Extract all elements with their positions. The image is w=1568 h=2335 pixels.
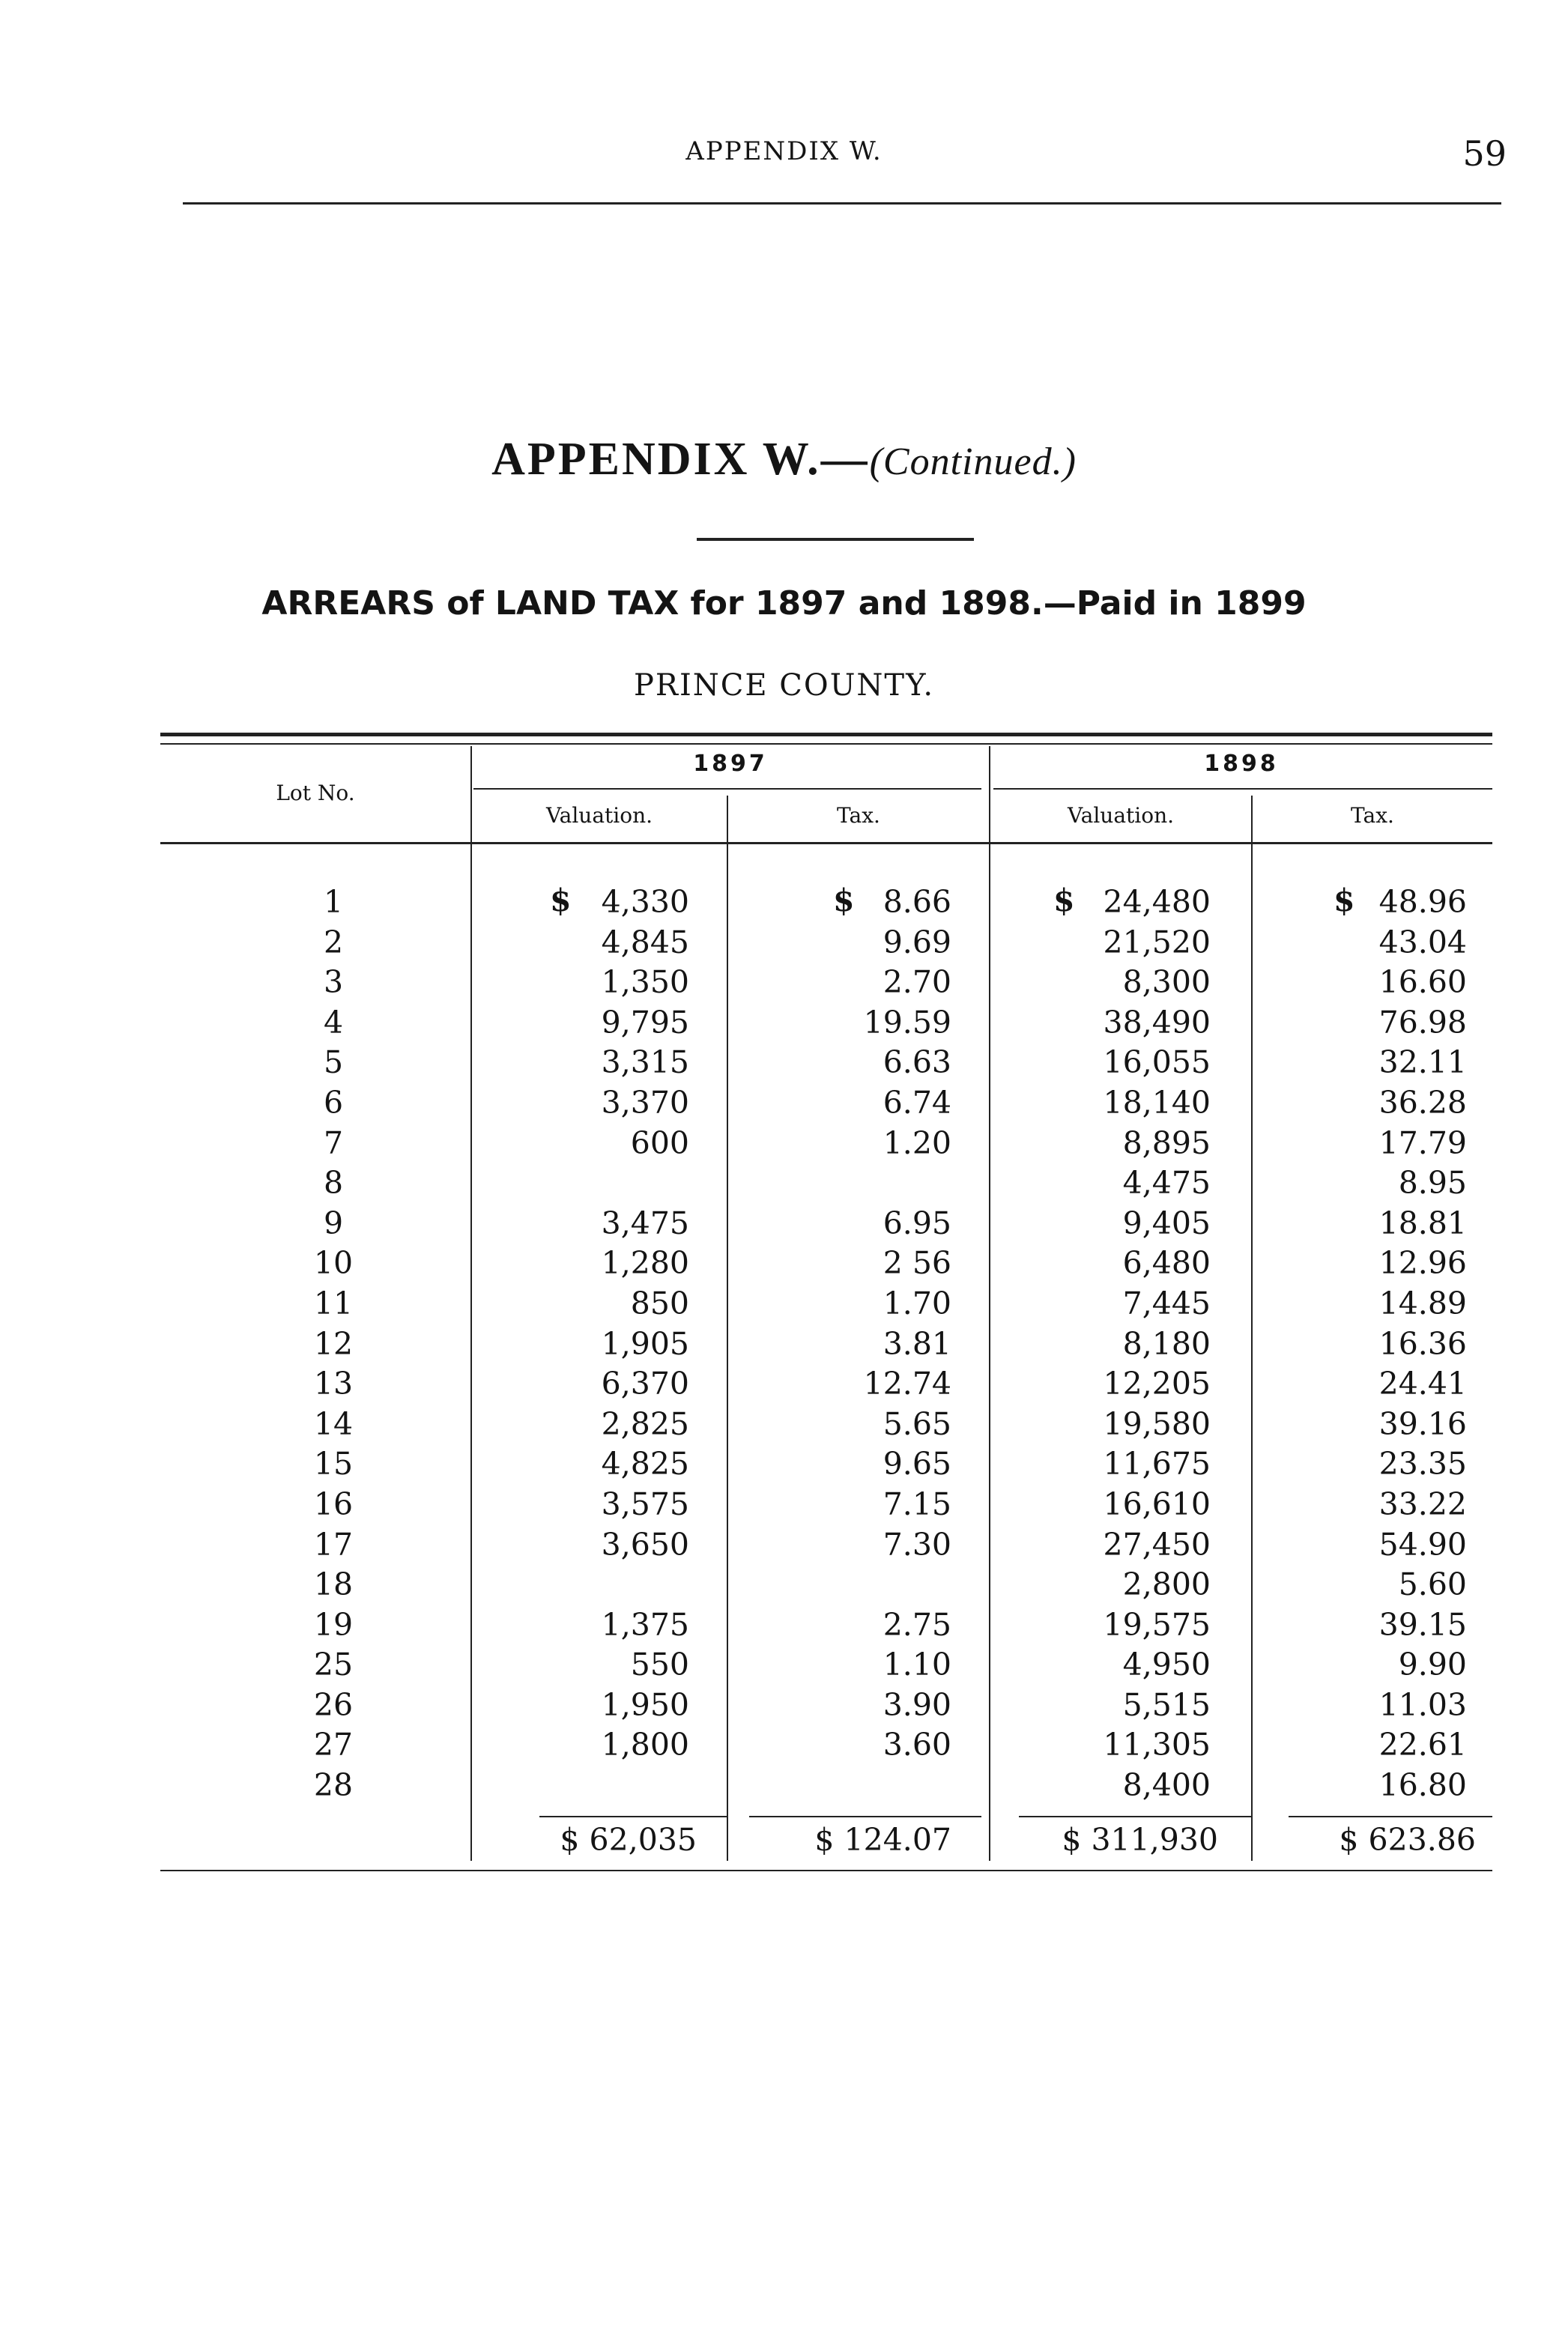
valuation-1897-cell: 1,950 (601, 1686, 689, 1723)
valuation-1897-cell: 4,845 (601, 924, 689, 960)
year-1897-underline (473, 788, 981, 790)
valuation-1897-cell: 6,370 (601, 1366, 689, 1402)
lot-number-cell: 2 (323, 924, 344, 960)
tax-1897-cell (734, 1565, 951, 1605)
valuation-1898-column (996, 882, 1211, 1806)
lot-number-cell: 8 (323, 1165, 344, 1202)
valuation-1897-cell (479, 1766, 689, 1806)
total-tax-1898: $ 623.86 (1339, 1822, 1476, 1858)
header-rule (183, 202, 1501, 205)
header-valuation-1897: Valuation. (545, 803, 653, 828)
valuation-1898-cell: 8,400 (1122, 1767, 1211, 1804)
tax-1897-cell: 3.81 (883, 1325, 951, 1362)
tax-1898-cell: 16.36 (1378, 1325, 1467, 1362)
lot-number-cell: 13 (313, 1366, 354, 1402)
valuation-1898-cell: 4,475 (1122, 1165, 1211, 1202)
valuation-1898-cell: 24,480 (1103, 884, 1211, 920)
valuation-1897-cell (479, 1565, 689, 1605)
tax-1898-cell: 54.90 (1378, 1526, 1467, 1563)
tax-1898-cell: 8.95 (1398, 1165, 1467, 1202)
tax-1897-cell: 8.66 (883, 884, 951, 920)
tax-1898-cell: 14.89 (1378, 1285, 1467, 1321)
tax-1898-cell: 22.61 (1378, 1727, 1467, 1763)
total-rule-tax-1897 (749, 1816, 981, 1817)
valuation-1898-cell: 16,610 (1103, 1486, 1211, 1522)
header-valuation-1898: Valuation. (1067, 803, 1175, 828)
valuation-1898-cell: 12,205 (1103, 1366, 1211, 1402)
lot-number-cell: 16 (313, 1486, 354, 1522)
tax-1897-cell: 7.15 (883, 1486, 951, 1522)
valuation-1897-cell: 1,800 (601, 1727, 689, 1763)
valuation-1897-cell: 1,350 (601, 964, 689, 1001)
tax-1898-cell: 39.15 (1378, 1606, 1467, 1643)
tax-1897-cell: 6.95 (883, 1205, 951, 1241)
tax-1897-cell: 1.20 (883, 1124, 951, 1161)
valuation-1897-cell: 3,650 (601, 1526, 689, 1563)
lot-number-cell: 10 (313, 1245, 354, 1282)
lot-number-cell: 27 (313, 1727, 354, 1763)
tax-1898-column (1259, 882, 1467, 1806)
valuation-1898-cell: 18,140 (1103, 1084, 1211, 1121)
tax-1897-cell: 1.10 (883, 1647, 951, 1683)
valuation-1897-cell: 4,330 (601, 884, 689, 920)
header-tax-1897: Tax. (837, 803, 880, 828)
lot-number-column (285, 882, 382, 1806)
lot-number-cell: 14 (313, 1405, 354, 1442)
total-rule-val-1898 (1019, 1816, 1251, 1817)
page-number: 59 (1462, 133, 1507, 174)
header-bottom-rule (160, 842, 1492, 844)
currency-sign-val-1897: $ (550, 882, 572, 918)
currency-sign-tax-1898: $ (1334, 882, 1355, 918)
valuation-1898-cell: 38,490 (1103, 1004, 1211, 1041)
tax-1897-column (734, 882, 951, 1806)
tax-1898-cell: 39.16 (1378, 1405, 1467, 1442)
tax-1898-cell: 24.41 (1378, 1366, 1467, 1402)
county-heading: PRINCE COUNTY. (633, 668, 935, 703)
valuation-1898-cell: 6,480 (1122, 1245, 1211, 1282)
lot-number-cell: 25 (313, 1647, 354, 1683)
valuation-1897-cell: 3,315 (601, 1044, 689, 1081)
header-lot-no: Lot No. (276, 781, 355, 805)
tax-1898-cell: 16.80 (1378, 1767, 1467, 1804)
valuation-1898-cell: 5,515 (1122, 1686, 1211, 1723)
valuation-1898-cell: 9,405 (1122, 1205, 1211, 1241)
valuation-1897-cell: 3,475 (601, 1205, 689, 1241)
valuation-1897-column (479, 882, 689, 1806)
total-valuation-1897: $ 62,035 (560, 1822, 697, 1858)
lot-number-cell: 17 (313, 1526, 354, 1563)
tax-1898-cell: 43.04 (1378, 924, 1467, 960)
tax-1897-cell: 7.30 (883, 1526, 951, 1563)
tax-1898-cell: 48.96 (1378, 884, 1467, 920)
vrule-1897-mid (727, 796, 728, 1861)
valuation-1898-cell: 8,300 (1122, 964, 1211, 1001)
table-top-rule-thin (160, 743, 1492, 745)
tax-1898-cell: 33.22 (1378, 1486, 1467, 1522)
header-tax-1898: Tax. (1351, 803, 1394, 828)
tax-1897-cell (734, 1766, 951, 1806)
appendix-title-main: APPENDIX W.— (491, 434, 870, 485)
lot-number-cell: 5 (323, 1044, 344, 1081)
tax-1897-cell: 6.63 (883, 1044, 951, 1081)
valuation-1898-cell: 8,180 (1122, 1325, 1211, 1362)
currency-sign-val-1898: $ (1053, 882, 1075, 918)
tax-1897-cell: 9.69 (883, 924, 951, 960)
table-top-rule (160, 733, 1492, 736)
valuation-1898-cell: 19,575 (1103, 1606, 1211, 1643)
valuation-1898-cell: 19,580 (1103, 1405, 1211, 1442)
valuation-1897-cell: 4,825 (601, 1446, 689, 1483)
total-rule-val-1897 (539, 1816, 727, 1817)
header-year-1898: 1898 (1204, 751, 1279, 777)
tax-1898-cell: 16.60 (1378, 964, 1467, 1001)
lot-number-cell: 18 (313, 1566, 354, 1603)
valuation-1898-cell: 8,895 (1122, 1124, 1211, 1161)
title-rule (697, 538, 974, 541)
valuation-1897-cell: 2,825 (601, 1405, 689, 1442)
tax-1898-cell: 9.90 (1398, 1647, 1467, 1683)
lot-number-cell: 19 (313, 1606, 354, 1643)
valuation-1897-cell: 1,905 (601, 1325, 689, 1362)
year-1898-underline (993, 788, 1492, 790)
table-bottom-rule (160, 1870, 1492, 1871)
lot-number-cell: 3 (323, 964, 344, 1001)
tax-1897-cell: 9.65 (883, 1446, 951, 1483)
lot-number-cell: 12 (313, 1325, 354, 1362)
tax-1898-cell: 11.03 (1378, 1686, 1467, 1723)
tax-1898-cell: 5.60 (1398, 1566, 1467, 1603)
currency-sign-tax-1897: $ (833, 882, 855, 918)
valuation-1898-cell: 11,305 (1103, 1727, 1211, 1763)
tax-1898-cell: 12.96 (1378, 1245, 1467, 1282)
valuation-1897-cell: 850 (630, 1285, 689, 1321)
valuation-1897-cell: 3,575 (601, 1486, 689, 1522)
valuation-1898-cell: 16,055 (1103, 1044, 1211, 1081)
header-year-1897: 1897 (693, 751, 768, 777)
tax-1898-cell: 32.11 (1378, 1044, 1467, 1081)
tax-1897-cell: 12.74 (863, 1366, 951, 1402)
total-valuation-1898: $ 311,930 (1062, 1822, 1218, 1858)
tax-1897-cell (734, 1163, 951, 1204)
tax-1897-cell: 6.74 (883, 1084, 951, 1121)
lot-number-cell: 1 (323, 884, 344, 920)
tax-1897-cell: 5.65 (883, 1405, 951, 1442)
valuation-1897-cell: 1,375 (601, 1606, 689, 1643)
vrule-year (989, 746, 990, 1861)
table-subtitle: ARREARS of LAND TAX for 1897 and 1898.—Paid in 1899 (261, 584, 1307, 623)
vrule-1898-mid (1251, 796, 1253, 1861)
appendix-title-continued: (Continued.) (869, 440, 1077, 483)
lot-number-cell: 15 (313, 1446, 354, 1483)
tax-1898-cell: 23.35 (1378, 1446, 1467, 1483)
lot-number-cell: 4 (323, 1004, 344, 1041)
tax-1897-cell: 1.70 (883, 1285, 951, 1321)
lot-number-cell: 11 (313, 1285, 354, 1321)
valuation-1898-cell: 21,520 (1103, 924, 1211, 960)
vrule-lot (470, 746, 472, 1861)
lot-number-cell: 9 (323, 1205, 344, 1241)
valuation-1898-cell: 11,675 (1103, 1446, 1211, 1483)
total-rule-tax-1898 (1289, 1816, 1492, 1817)
lot-number-cell: 26 (313, 1686, 354, 1723)
valuation-1897-cell: 1,280 (601, 1245, 689, 1282)
tax-1897-cell: 19.59 (863, 1004, 951, 1041)
lot-number-cell: 28 (313, 1767, 354, 1804)
valuation-1897-cell: 550 (630, 1647, 689, 1683)
tax-1898-cell: 17.79 (1378, 1124, 1467, 1161)
tax-1897-cell: 2 56 (883, 1245, 951, 1282)
tax-1898-cell: 18.81 (1378, 1205, 1467, 1241)
valuation-1897-cell: 9,795 (601, 1004, 689, 1041)
valuation-1898-cell: 2,800 (1122, 1566, 1211, 1603)
lot-number-cell: 7 (323, 1124, 344, 1161)
total-tax-1897: $ 124.07 (814, 1822, 951, 1858)
tax-1897-cell: 3.60 (883, 1727, 951, 1763)
tax-1898-cell: 36.28 (1378, 1084, 1467, 1121)
tax-1897-cell: 2.75 (883, 1606, 951, 1643)
tax-1897-cell: 3.90 (883, 1686, 951, 1723)
valuation-1898-cell: 7,445 (1122, 1285, 1211, 1321)
valuation-1897-cell (479, 1163, 689, 1204)
appendix-title (0, 433, 1568, 486)
lot-number-cell: 6 (323, 1084, 344, 1121)
tax-1898-cell: 76.98 (1378, 1004, 1467, 1041)
tax-1897-cell: 2.70 (883, 964, 951, 1001)
valuation-1898-cell: 4,950 (1122, 1647, 1211, 1683)
valuation-1897-cell: 600 (630, 1124, 689, 1161)
running-head: APPENDIX W. (685, 136, 883, 166)
valuation-1898-cell: 27,450 (1103, 1526, 1211, 1563)
valuation-1897-cell: 3,370 (601, 1084, 689, 1121)
